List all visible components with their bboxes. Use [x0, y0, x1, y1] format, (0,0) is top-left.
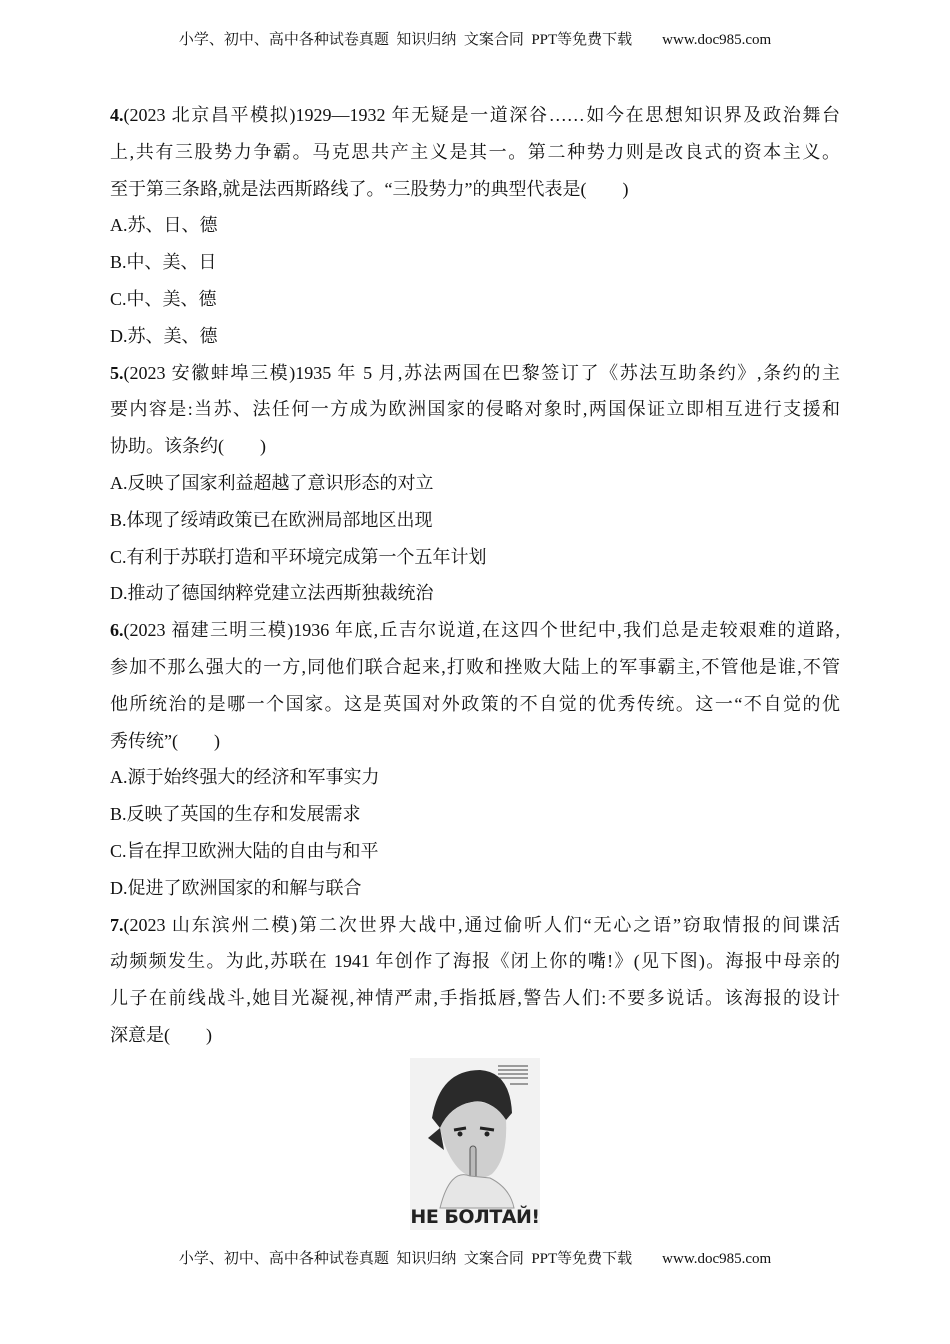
question-stem-line — [110, 612, 840, 649]
question-stem-line: 他所统治的是哪一个国家。这是英国对外政策的不自觉的优秀传统。这一“不自觉的优 — [110, 693, 840, 714]
question-stem-line — [110, 97, 840, 134]
option-c: C.中、美、德 — [110, 288, 217, 309]
option-c: C.有利于苏联打造和平环境完成第一个五年计划 — [110, 546, 487, 567]
option-b: B.体现了绥靖政策已在欧洲局部地区出现 — [110, 509, 433, 530]
question-stem-line — [110, 355, 840, 392]
option-d: D.促进了欧洲国家的和解与联合 — [110, 877, 362, 898]
footer-url: www.doc985.com — [662, 1251, 772, 1267]
stem-text: (2023 山东滨州二模)第二次世界大战中,通过偷听人们“无心之语”窃取情报的间谍活 — [123, 914, 840, 935]
poster-image — [410, 1058, 540, 1230]
question-stem-line: 至于第三条路,就是法西斯路线了。“三股势力”的典型代表是( ) — [110, 178, 629, 199]
question-number: 4. — [110, 105, 124, 125]
question-stem-line: 动频频发生。为此,苏联在 1941 年创作了海报《闭上你的嘴!》(见下图)。海报中母亲的 — [110, 951, 840, 972]
stem-text: (2023 福建三明三模)1936 年底,丘吉尔说道,在这四个世纪中,我们总是走较艰难的道路, — [123, 620, 840, 641]
page-header — [0, 28, 950, 49]
option-b: B.中、美、日 — [110, 252, 217, 273]
option-d: D.推动了德国纳粹党建立法西斯独裁统治 — [110, 583, 434, 604]
question-number: 6. — [110, 620, 124, 641]
question-stem-line: 深意是( ) — [110, 1024, 212, 1045]
header-url: www.doc985.com — [662, 32, 772, 48]
question-stem-line: 参加不那么强大的一方,同他们联合起来,打败和挫败大陆上的军事霸主,不管他是谁,不管 — [110, 656, 840, 677]
question-number: 7. — [110, 914, 124, 935]
option-c: C.旨在捍卫欧洲大陆的自由与和平 — [110, 840, 379, 861]
question-stem-line — [110, 907, 840, 944]
question-stem-line: 秀传统”( ) — [110, 730, 220, 751]
option-b: B.反映了英国的生存和发展需求 — [110, 804, 361, 825]
question-list — [110, 97, 840, 1054]
poster-caption: НЕ БОЛТАЙ! — [410, 1206, 540, 1228]
stem-text: (2023 安徽蚌埠三模)1935 年 5 月,苏法两国在巴黎签订了《苏法互助条约》,条约的主 — [123, 362, 840, 383]
option-a: A.苏、日、德 — [110, 215, 218, 236]
question-stem-line: 协助。该条约( ) — [110, 436, 266, 457]
question-stem-line: 要内容是:当苏、法任何一方成为欧洲国家的侵略对象时,两国保证立即相互进行支援和 — [110, 399, 840, 420]
question-number: 5. — [110, 362, 124, 383]
question-stem-line: 儿子在前线战斗,她目光凝视,神情严肃,手指抵唇,警告人们:不要多说话。该海报的设计 — [110, 988, 840, 1009]
option-d: D.苏、美、德 — [110, 325, 218, 346]
question-7 — [110, 907, 840, 1054]
header-text: 小学、初中、高中各种试卷真题 知识归纳 文案合同 PPT等免费下载 — [178, 32, 633, 48]
poster-illustration — [410, 1058, 540, 1230]
stem-text: (2023 北京昌平模拟)1929—1932 年无疑是一道深谷……如今在思想知识界及政治舞台 — [123, 105, 840, 125]
question-stem-line: 上,共有三股势力争霸。马克思共产主义是其一。第二种势力则是改良式的资本主义。 — [110, 141, 840, 162]
question-4 — [110, 97, 840, 355]
page-footer — [0, 1247, 950, 1268]
question-5 — [110, 355, 840, 613]
footer-text: 小学、初中、高中各种试卷真题 知识归纳 文案合同 PPT等免费下载 — [178, 1251, 633, 1267]
question-6 — [110, 612, 840, 906]
option-a: A.源于始终强大的经济和军事实力 — [110, 767, 380, 788]
option-a: A.反映了国家利益超越了意识形态的对立 — [110, 472, 434, 493]
